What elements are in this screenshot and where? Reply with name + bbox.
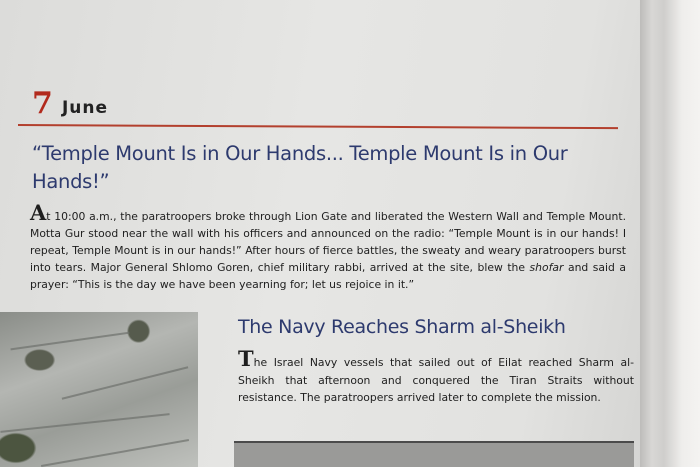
- italic-word-shofar: shofar: [529, 261, 564, 274]
- western-wall-photo: [0, 312, 198, 467]
- paragraph-text: t 10:00 a.m., the paratroopers broke through Lion Gate and liberated the Western Wall and Temple Mount. Motta Gur stood near the wall with his officers and announced on the radio: “Temple Mount is in our hands! I repeat, Temple Mount is in our hands!” After hours of fierce battles, the sweaty and weary paratroopers burst into tears. Major General Shlomo Goren, chief military rabbi, arrived at the site, blew the: [30, 210, 626, 274]
- next-page-edge: [640, 0, 700, 467]
- paragraph-text: he Israel Navy vessels that sailed out of Eilat reached Sharm al-Sheikh that afternoon and conquered the Tiran Straits without resistance. The paratroopers arrived later to complete the mission.: [238, 356, 634, 404]
- section-divider: [18, 124, 618, 129]
- headline-navy: The Navy Reaches Sharm al-Sheikh: [238, 316, 566, 338]
- date-month: June: [61, 98, 109, 118]
- paragraph-text-end: and said a prayer: “This is the day we have been yearning for; let us rejoice in it.”: [30, 261, 626, 291]
- paragraph-temple-mount: [30, 200, 626, 293]
- date-heading: [32, 86, 108, 121]
- date-day: 7: [32, 86, 53, 121]
- drop-cap: T: [238, 346, 254, 371]
- navy-photo: [234, 441, 634, 467]
- paragraph-navy: [238, 346, 634, 407]
- drop-cap: A: [30, 200, 47, 225]
- headline-temple-mount: “Temple Mount Is in Our Hands... Temple Mount Is in Our Hands!”: [32, 142, 568, 193]
